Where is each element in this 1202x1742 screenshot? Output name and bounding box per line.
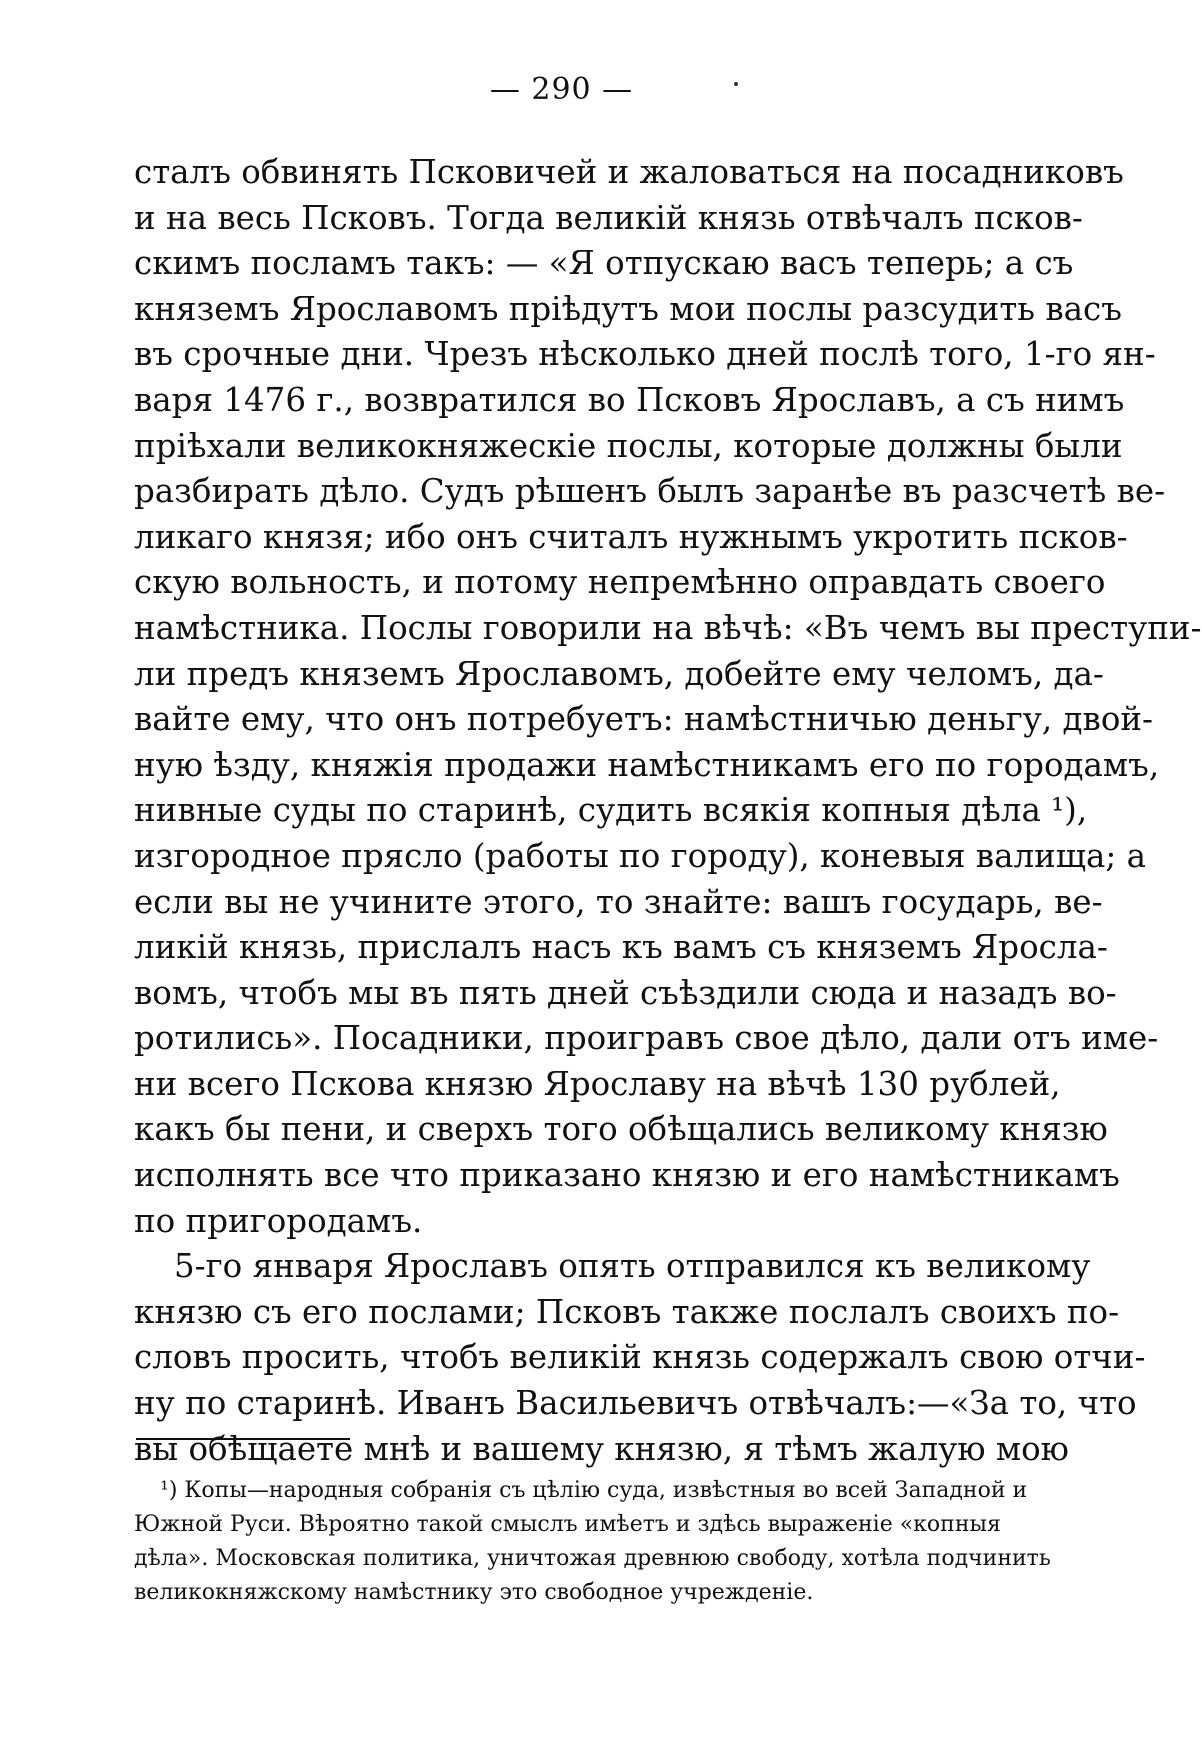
main-text [134,150,1202,1472]
footnote-line: Южной Руси. Вѣроятно такой смыслъ имѣетъ и здѣсь выраженіе «копныя [134,1512,1001,1537]
text-line: ну по старинѣ. Иванъ Васильевичъ отвѣчалъ:—«За то, что [134,1384,1137,1423]
text-line: варя 1476 г., возвратился во Псковъ Ярославъ, а съ нимъ [134,380,1125,419]
text-line: ли предъ княземъ Ярославомъ, добейте ему челомъ, да- [134,654,1104,693]
page-number: — 290 — [489,72,634,107]
text-line: если вы не учините этого, то знайте: вашъ государь, ве- [134,882,1103,921]
text-line: пріѣхали великокняжескіе послы, которые должны были [134,426,1123,465]
ink-speck [734,82,738,86]
text-line: и на весь Псковъ. Тогда великій князь отвѣчалъ псков- [134,198,1083,237]
text-line: изгородное прясло (работы по городу), коневыя валища; а [134,836,1147,875]
text-line: ликій князь, прислалъ насъ къ вамъ съ княземъ Яросла- [134,928,1108,967]
text-line: скимъ посламъ такъ: — «Я отпускаю васъ теперь; а съ [134,244,1074,283]
text-line: въ срочные дни. Чрезъ нѣсколько дней послѣ того, 1-го ян- [134,335,1156,374]
text-line: ную ѣзду, княжія продажи намѣстникамъ его по городамъ, [134,745,1160,784]
text-line: 5-го января Ярославъ опять отправился къ великому [174,1247,1091,1286]
text-line: по пригородамъ. [134,1201,423,1240]
text-line: ротились». Посадники, проигравъ свое дѣло, дали отъ име- [134,1019,1159,1058]
text-line: ликаго князя; ибо онъ считалъ нужнымъ укротить псков- [134,517,1128,556]
text-line: нивные суды по старинѣ, судить всякія копныя дѣла ¹), [134,791,1088,830]
footnote-line: великокняжскому намѣстнику это свободное учрежденіе. [134,1580,814,1605]
footnote-line: дѣла». Московская политика, уничтожая древнюю свободу, хотѣла подчинить [134,1546,1051,1571]
text-line: вайте ему, что онъ потребуетъ: намѣстничью деньгу, двой- [134,700,1154,739]
text-line: разбирать дѣло. Судъ рѣшенъ былъ заранѣе въ разсчетѣ ве- [134,472,1166,511]
text-line: князю съ его послами; Псковъ также послалъ своихъ по- [134,1292,1120,1331]
footnote [134,1474,1051,1610]
text-line: исполнять все что приказано князю и его намѣстникамъ [134,1156,1120,1195]
footnote-divider [136,1438,350,1440]
footnote-line: ¹) Копы—народныя собранія съ цѣлію суда, извѣстныя во всей Западной и [160,1478,1028,1503]
text-line: ни всего Пскова князю Ярославу на вѣчѣ 130 рублей, [134,1064,1061,1103]
text-line: вомъ, чтобъ мы въ пять дней съѣздили сюда и назадъ во- [134,973,1117,1012]
text-line: сталъ обвинять Псковичей и жаловаться на посадниковъ [134,153,1124,191]
text-line: словъ просить, чтобъ великій князь содержалъ свою отчи- [134,1338,1146,1377]
text-line: намѣстника. Послы говорили на вѣчѣ: «Въ чемъ вы преступи- [134,608,1202,647]
text-line: вы обѣщаете мнѣ и вашему князю, я тѣмъ жалую мою [134,1429,1069,1468]
text-line: какъ бы пени, и сверхъ того обѣщались великому князю [134,1110,1108,1149]
text-line: княземъ Ярославомъ пріѣдутъ мои послы разсудить васъ [134,289,1122,328]
text-line: скую вольность, и потому непремѣнно оправдать своего [134,563,1106,602]
